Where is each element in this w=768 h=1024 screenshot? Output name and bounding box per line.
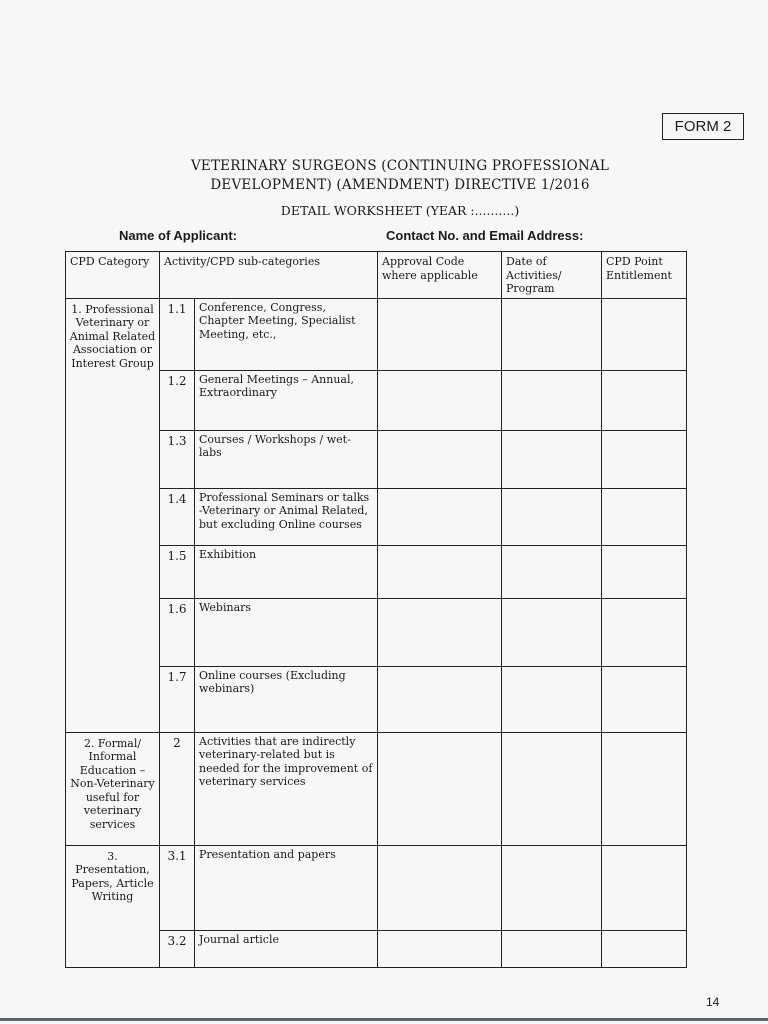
table-header-row (66, 252, 687, 299)
approval-code-input[interactable] (378, 845, 502, 930)
table-row (66, 930, 687, 967)
cpd-points-input[interactable] (602, 666, 687, 732)
row-activity: General Meetings – Annual, Extraordinary (195, 370, 378, 430)
row-code: 1.2 (160, 370, 195, 430)
date-input[interactable] (502, 370, 602, 430)
title-line-2: DEVELOPMENT) (AMENDMENT) DIRECTIVE 1/2016 (210, 177, 590, 193)
date-input[interactable] (502, 545, 602, 598)
row-code: 2 (160, 732, 195, 845)
scan-edge-divider (0, 1018, 768, 1021)
document-title (100, 157, 700, 195)
cpd-points-input[interactable] (602, 930, 687, 967)
header-approval-code: Approval Code where applicable (378, 252, 502, 299)
header-activity: Activity/CPD sub-categories (160, 252, 378, 299)
cpd-points-input[interactable] (602, 488, 687, 545)
header-cpd-points: CPD Point Entitlement (602, 252, 687, 299)
cpd-points-input[interactable] (602, 732, 687, 845)
approval-code-input[interactable] (378, 732, 502, 845)
cpd-points-input[interactable] (602, 845, 687, 930)
approval-code-input[interactable] (378, 488, 502, 545)
row-activity: Webinars (195, 598, 378, 666)
row-activity: Exhibition (195, 545, 378, 598)
row-activity: Professional Seminars or talks -Veterinary or Animal Related, but excluding Online courses (195, 488, 378, 545)
approval-code-input[interactable] (378, 298, 502, 370)
table-row (66, 488, 687, 545)
table-row (66, 370, 687, 430)
category-cell: 1. Professional Veterinary or Animal Related Association or Interest Group (66, 298, 160, 732)
row-activity: Online courses (Excluding webinars) (195, 666, 378, 732)
worksheet-table (65, 251, 687, 968)
approval-code-input[interactable] (378, 930, 502, 967)
row-code: 3.2 (160, 930, 195, 967)
approval-code-input[interactable] (378, 666, 502, 732)
table-row (66, 666, 687, 732)
category-cell: 3. Presentation, Papers, Article Writing (66, 845, 160, 967)
approval-code-input[interactable] (378, 598, 502, 666)
row-code: 3.1 (160, 845, 195, 930)
table-row (66, 545, 687, 598)
date-input[interactable] (502, 298, 602, 370)
row-activity: Journal article (195, 930, 378, 967)
date-input[interactable] (502, 598, 602, 666)
table-row (66, 732, 687, 845)
row-code: 1.1 (160, 298, 195, 370)
date-input[interactable] (502, 666, 602, 732)
date-input[interactable] (502, 845, 602, 930)
table-row (66, 598, 687, 666)
date-input[interactable] (502, 488, 602, 545)
title-line-1: VETERINARY SURGEONS (CONTINUING PROFESSIONAL (190, 158, 610, 174)
applicant-name-label: Name of Applicant: (119, 228, 237, 243)
row-code: 1.5 (160, 545, 195, 598)
row-code: 1.4 (160, 488, 195, 545)
row-code: 1.7 (160, 666, 195, 732)
row-activity: Conference, Congress, Chapter Meeting, Specialist Meeting, etc., (195, 298, 378, 370)
cpd-points-input[interactable] (602, 545, 687, 598)
approval-code-input[interactable] (378, 370, 502, 430)
header-date: Date of Activities/ Program (502, 252, 602, 299)
date-input[interactable] (502, 930, 602, 967)
form-label: FORM 2 (662, 113, 744, 140)
row-activity: Presentation and papers (195, 845, 378, 930)
header-cpd-category: CPD Category (66, 252, 160, 299)
approval-code-input[interactable] (378, 430, 502, 488)
table-row (66, 430, 687, 488)
contact-label: Contact No. and Email Address: (386, 228, 584, 243)
row-activity: Courses / Workshops / wet-labs (195, 430, 378, 488)
date-input[interactable] (502, 732, 602, 845)
cpd-points-input[interactable] (602, 430, 687, 488)
approval-code-input[interactable] (378, 545, 502, 598)
date-input[interactable] (502, 430, 602, 488)
table-row (66, 298, 687, 370)
cpd-points-input[interactable] (602, 370, 687, 430)
row-code: 1.3 (160, 430, 195, 488)
cpd-points-input[interactable] (602, 598, 687, 666)
row-code: 1.6 (160, 598, 195, 666)
worksheet-subtitle: DETAIL WORKSHEET (YEAR :..........) (280, 203, 520, 218)
row-activity: Activities that are indirectly veterinary-related but is needed for the improvement of veterinary services (195, 732, 378, 845)
cpd-points-input[interactable] (602, 298, 687, 370)
page-number: 14 (706, 995, 720, 1009)
category-cell: 2. Formal/ Informal Education –Non-Veterinary useful for veterinary services (66, 732, 160, 845)
table-row (66, 845, 687, 930)
